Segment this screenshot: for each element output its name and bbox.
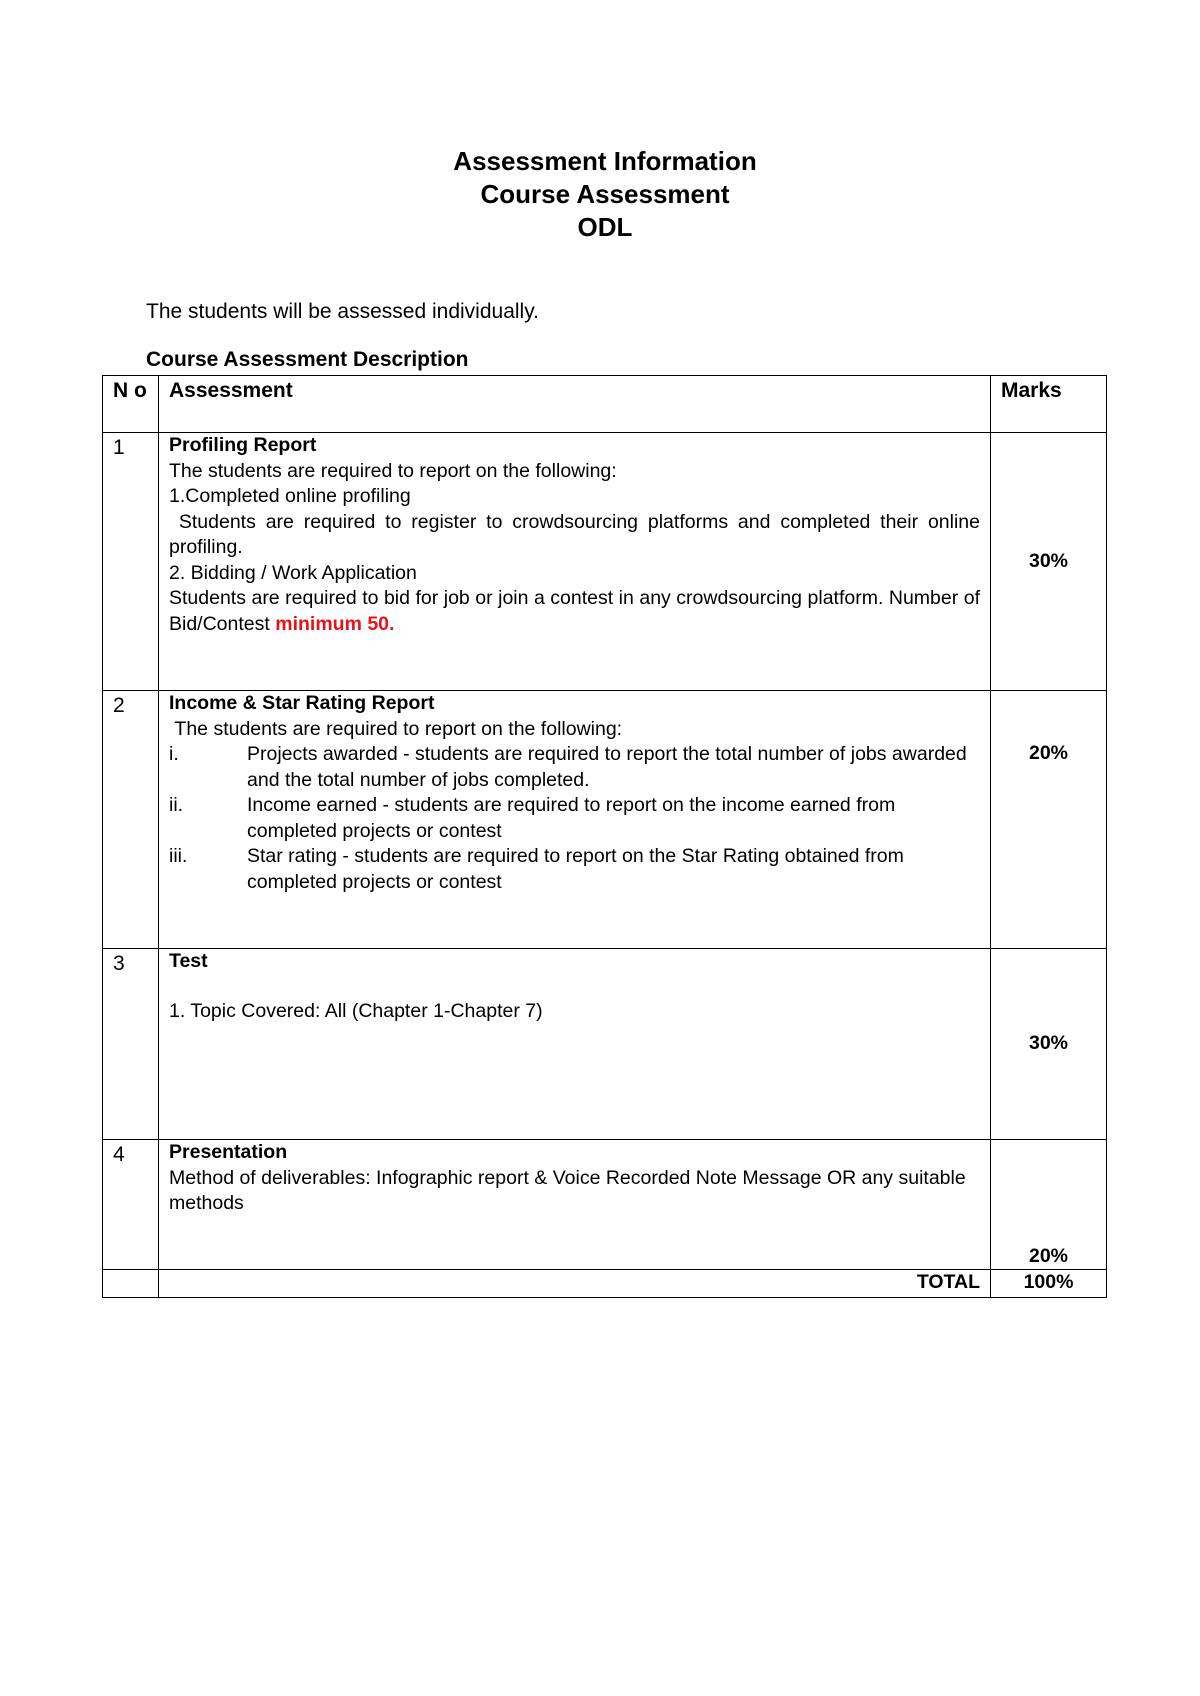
marks-cell: 20%: [991, 691, 1107, 949]
row-title: Test: [169, 950, 208, 972]
row-number: 1: [103, 433, 159, 691]
total-label: TOTAL: [159, 1270, 991, 1298]
assessment-cell: [159, 1140, 991, 1270]
assessment-cell: [159, 433, 991, 691]
assessment-cell: [159, 691, 991, 949]
row-line: 2. Bidding / Work Application: [169, 561, 417, 584]
row-number: 3: [103, 949, 159, 1140]
title-block: [0, 145, 1200, 244]
assessment-cell: [159, 949, 991, 1140]
list-number: iii.: [169, 845, 188, 867]
header-no: N o: [103, 376, 159, 433]
row-intro: The students are required to report on the following:: [169, 717, 623, 740]
table-row: [103, 433, 1107, 691]
row-title: Income & Star Rating Report: [169, 692, 435, 714]
row-line: The students are required to report on the following:: [169, 459, 617, 482]
row-title: Presentation: [169, 1141, 288, 1163]
minimum-highlight: minimum 50.: [275, 612, 395, 635]
section-title: Course Assessment Description: [146, 348, 469, 371]
row-number: 2: [103, 691, 159, 949]
marks-cell: 30%: [991, 949, 1107, 1140]
total-empty-cell: [103, 1270, 159, 1298]
list-text: Income earned - students are required to report on the income earned from completed projects or contest: [247, 794, 896, 842]
list-text: Star rating - students are required to report on the Star Rating obtained from completed projects or contest: [247, 845, 904, 893]
row-line: Students are required to register to crowdsourcing platforms and completed their online profiling.: [169, 510, 986, 558]
list-item: [169, 793, 980, 844]
list-number: ii.: [169, 794, 184, 816]
row-line: 1. Topic Covered: All (Chapter 1-Chapter 7): [169, 999, 543, 1022]
total-value: 100%: [991, 1270, 1107, 1298]
row-number: 4: [103, 1140, 159, 1270]
list-item: [169, 844, 980, 895]
header-marks: Marks: [991, 376, 1107, 433]
row-line-text: Students are required to bid for job or join a contest in any crowdsourcing platform. Number of Bid/Contest: [169, 587, 980, 635]
list-text: Projects awarded - students are required to report the total number of jobs awarded and the total number of jobs completed.: [247, 743, 967, 791]
assessment-table: [102, 375, 1107, 1298]
row-line: Method of deliverables: Infographic report & Voice Recorded Note Message OR any suitable methods: [169, 1166, 966, 1214]
intro-text: The students will be assessed individually.: [146, 300, 539, 323]
list-item: [169, 742, 980, 793]
total-row: [103, 1270, 1107, 1298]
marks-cell: 20%: [991, 1140, 1107, 1270]
table-row: [103, 1140, 1107, 1270]
document-title: Assessment Information: [453, 146, 757, 176]
table-row: [103, 691, 1107, 949]
table-header-row: [103, 376, 1107, 433]
document-subtitle: Course Assessment: [480, 179, 730, 209]
row-line: 1.Completed online profiling: [169, 485, 411, 507]
row-line-with-highlight: [169, 586, 980, 637]
marks-cell: 30%: [991, 433, 1107, 691]
list-number: i.: [169, 743, 179, 765]
table-row: [103, 949, 1107, 1140]
document-mode: ODL: [577, 212, 633, 242]
header-assessment: Assessment: [159, 376, 991, 433]
row-title: Profiling Report: [169, 434, 317, 456]
